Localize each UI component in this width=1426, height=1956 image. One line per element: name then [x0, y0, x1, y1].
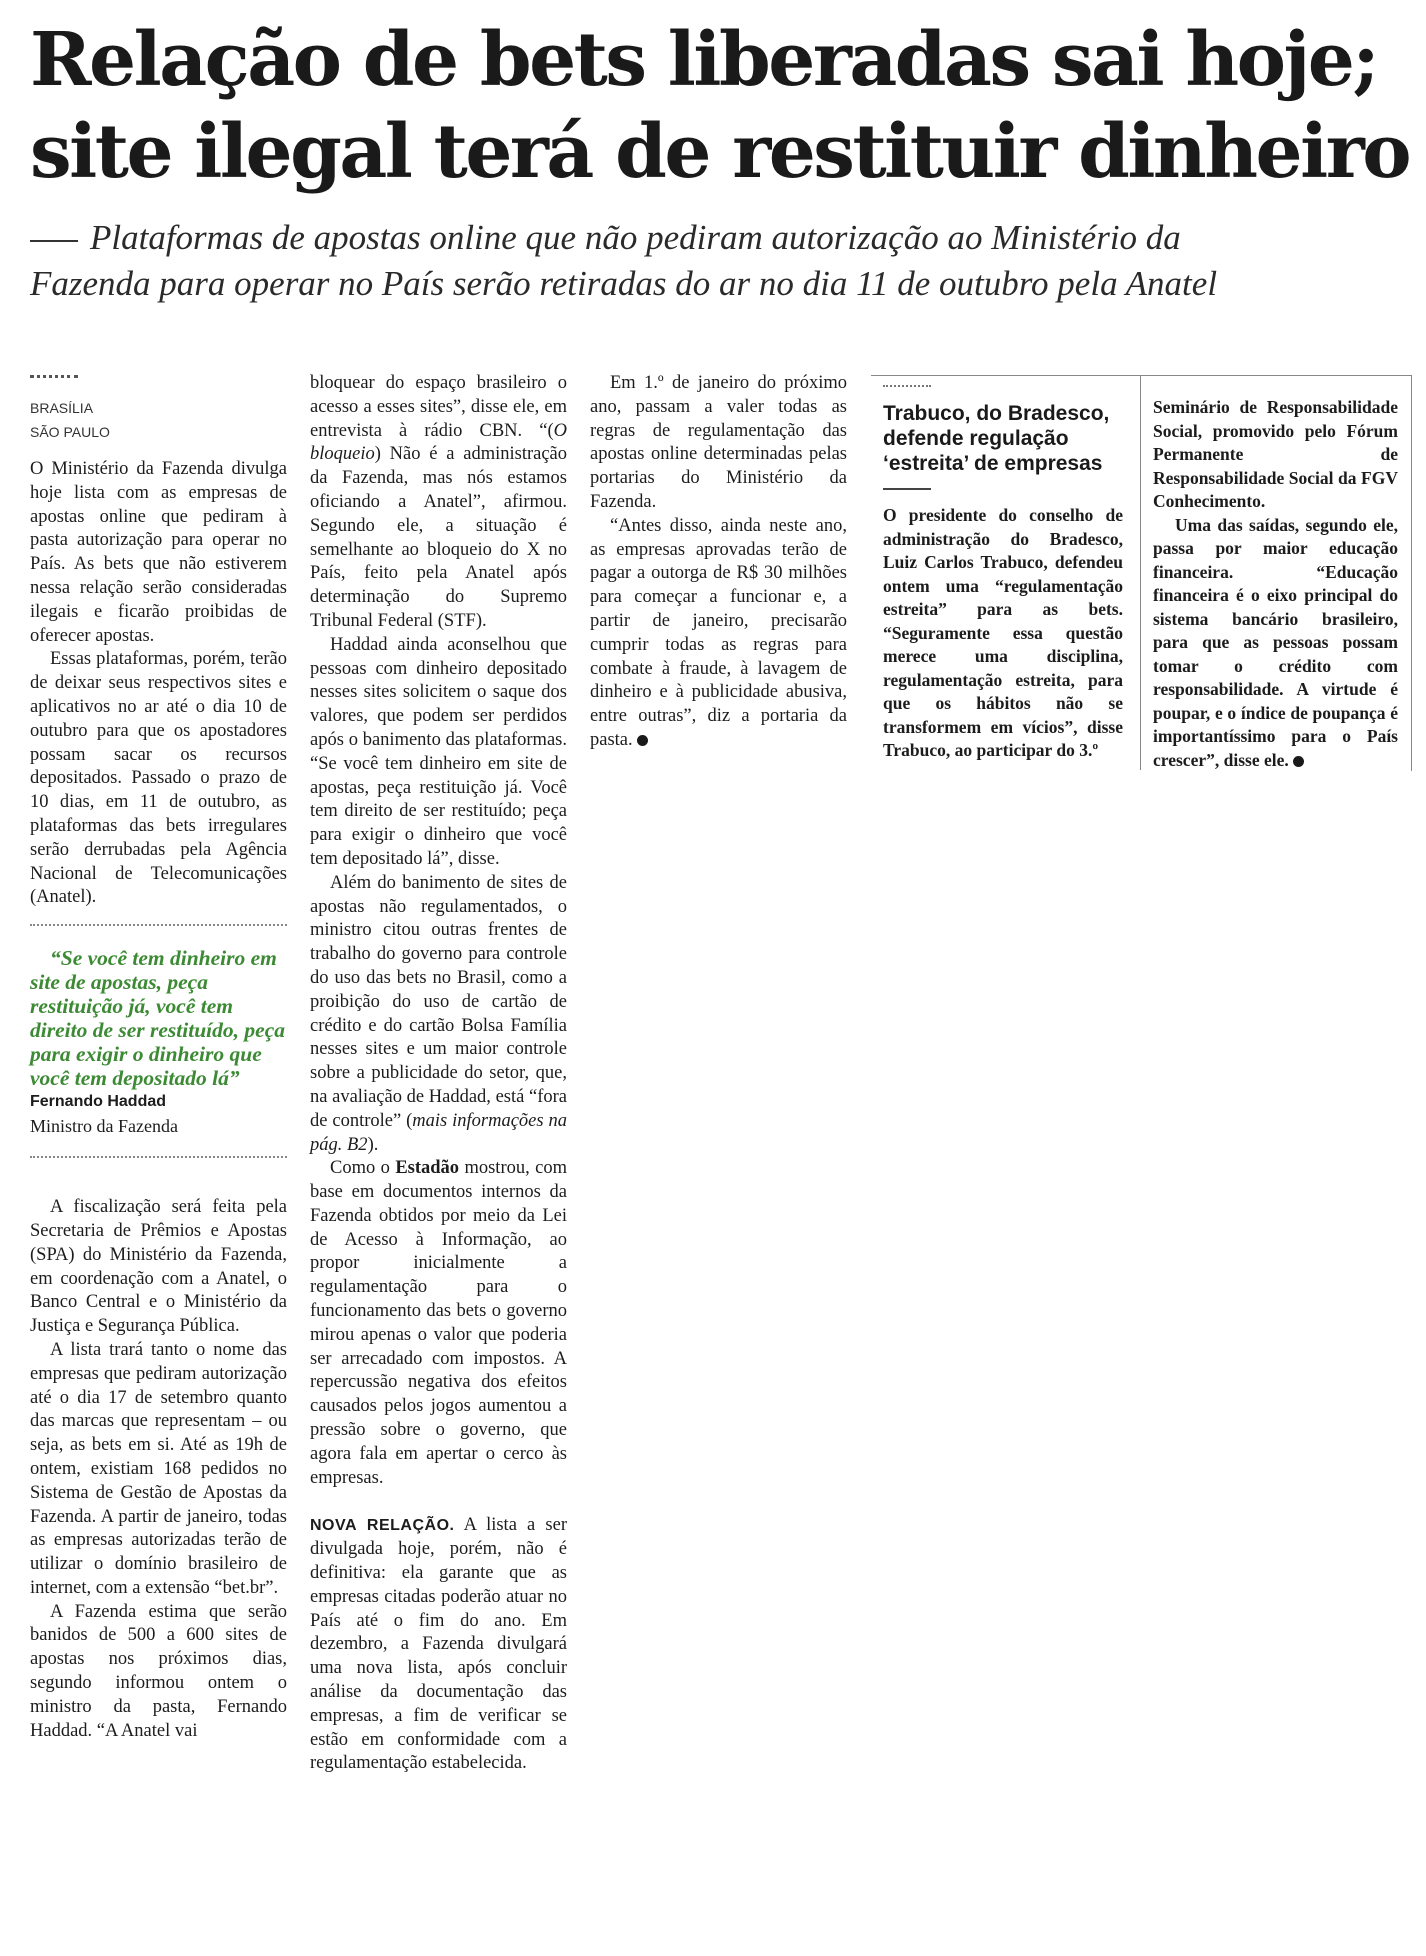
headline-line-1: Relação de bets liberadas sai hoje;: [30, 17, 1378, 103]
paragraph: A lista trará tanto o nome das empresas que pediram autorização até o dia 17 de setembro quanto das marcas que representam – ou seja, as bets em si. Até as 19h de ontem, existiam 168 pedidos no Sistema de Gestão de Apostas da Fazenda. A partir de janeiro, todas as empresas autorizadas terão de utilizar o domínio brasileiro de internet, com a extensão “bet.br”.: [30, 1339, 287, 1598]
paragraph: [310, 1157, 567, 1490]
dateline-brasilia: BRASÍLIA: [30, 400, 94, 416]
pull-quote-author: Fernando Haddad: [30, 1093, 167, 1111]
paragraph: [590, 515, 847, 753]
paragraph: Haddad ainda aconselhou que pessoas com dinheiro depositado nesses sites solicitem o saque dos valores, que podem ser perdidos após o banimento das plataformas. “Se você tem dinheiro em site de apostas, peça restituição já. Você tem direito de ser restituído; peça para exigir o dinheiro que você tem depositado lá”, disse.: [310, 634, 567, 869]
subhead-line-1-text: Plataformas de apostas online que não pediram autorização ao Ministério da: [90, 218, 1181, 257]
text-run: bloquear do espaço brasileiro o acesso a esses sites”, disse ele, em entrevista à rádio CBN. “(: [310, 373, 567, 441]
sidebar-title-rule: [883, 488, 931, 490]
paragraph: O Ministério da Fazenda divulga hoje lista com as empresas de apostas online que pediram à pasta autorização para operar no País. As bets que não estiverem nessa relação serão consideradas ilegais e ficarão proibidas de oferecer apostas.: [30, 459, 287, 646]
pull-quote-text: “Se você tem dinheiro em site de apostas, peça restituição já, você tem direito de ser restituído, peça para exigir o dinheiro que você tem depositado lá”: [30, 946, 285, 1091]
paragraph: Seminário de Responsabilidade Social, promovido pelo Fórum Permanente de Responsabilidade Social da FGV Conhecimento.: [1153, 397, 1398, 511]
italic-run: O bloqueio: [310, 420, 567, 465]
headline-line-2: site ilegal terá de restituir dinheiro: [30, 109, 1410, 195]
dotted-ornament: [883, 385, 931, 387]
text-run: Como o: [330, 1158, 396, 1179]
paragraph: Em 1.º de janeiro do próximo ano, passam a valer todas as regras de regulamentação das apostas online determinadas pelas portarias do Ministério da Fazenda.: [590, 373, 847, 512]
sidebar-title-line: defende regulação: [883, 427, 1069, 450]
paragraph: Essas plataformas, porém, terão de deixar seus respectivos sites e aplicativos no ar até o dia 10 de outubro para que os apostadores possam sacar os recursos depositados. Passado o prazo de 10 dias, em 11 de outubro, as plataformas das bets irregulares serão derrubadas pela Agência Nacional de Telecomunicações (Anatel).: [30, 649, 287, 908]
end-of-article-icon: [1293, 756, 1304, 767]
paragraph: [310, 372, 567, 634]
paragraph: [1153, 514, 1398, 773]
text-run: “Antes disso, ainda neste ano, as empresas aprovadas terão de pagar a outorga de R$ 30 milhões para começar a funcionar e, a partir de janeiro, precisarão cumprir todas as regras para combate à fraude, à lavagem de dinheiro e à publicidade abusiva, entre outras”, diz a portaria da pasta.: [590, 515, 847, 750]
pull-quote: [30, 946, 287, 1138]
headline: [30, 14, 1410, 198]
newspaper-name: Estadão: [395, 1158, 460, 1179]
article-column-1: [30, 375, 287, 1743]
section-lead: NOVA RELAÇÃO.: [310, 1517, 455, 1535]
article-column-3: [590, 372, 847, 753]
text-run: Uma das saídas, segundo ele, passa por maior educação financeira. “Educação financeira é o eixo principal do sistema bancário brasileiro, para que as pessoas possam tomar o crédito com responsabilidade. A virtude é poupar, e o índice de poupança é importantíssimo para o País crescer”, disse ele.: [1153, 514, 1398, 770]
paragraph: A Fazenda estima que serão banidos de 500 a 600 sites de apostas nos próximos dias, segundo informou ontem o ministro da pasta, Fernando Haddad. “A Anatel vai: [30, 1601, 287, 1741]
italic-run: mais informações na pág. B2: [310, 1110, 567, 1155]
sidebar-title: [883, 401, 1123, 476]
pull-quote-role: Ministro da Fazenda: [30, 1116, 178, 1137]
dateline-sao-paulo: SÃO PAULO: [30, 424, 110, 440]
text-run: ) Não é a administração da Fazenda, mas nós estamos oficiando a Anatel”, afirmou. Segundo ele, a situação é semelhante ao bloqueio do X no País, feito pela Anatel após determinação do Supremo Tribunal Federal (STF).: [310, 444, 567, 631]
end-of-article-icon: [637, 735, 648, 746]
text-run: ).: [367, 1134, 379, 1155]
sidebar-title-line: Trabuco, do Bradesco,: [883, 402, 1110, 425]
divider: [30, 924, 287, 926]
sidebar-divider: [1140, 375, 1141, 770]
text-run: mostrou, com base em documentos internos da Fazenda obtidos por meio da Lei de Acesso à Informação, ao propor inicialmente a regulamentação para o funcionamento das bets o governo mirou apenas o valor que poderia ser arrecadado com impostos. A repercussão negativa dos efeitos causados pelos jogos aumentou a pressão sobre o governo, que agora fala em apertar o cerco às empresas.: [310, 1158, 567, 1488]
paragraph: [310, 872, 567, 1158]
subhead-line-1: [30, 215, 1410, 261]
sidebar-column-2: [1153, 396, 1398, 772]
dotted-ornament: [30, 375, 78, 378]
subhead-dash: [30, 240, 78, 242]
divider: [30, 1156, 287, 1158]
sidebar-column-1: [883, 385, 1123, 763]
subheadline: [30, 215, 1410, 307]
paragraph: O presidente do conselho de administração do Bradesco, Luiz Carlos Trabuco, defendeu ontem uma “regulamentação estreita” para as bets. “Seguramente essa questão merece uma disciplina, regulamentação estreita, para que os hábitos não se transformem em vícios”, disse Trabuco, ao participar do 3.º: [883, 505, 1123, 760]
paragraph: [310, 1514, 567, 1776]
article-column-2: [310, 372, 567, 1776]
text-run: A lista a ser divulgada hoje, porém, não é definitiva: ela garante que as empresas citadas poderão atuar no País até o fim do ano. Em dezembro, a Fazenda divulgará uma nova lista, após concluir análise da documentação das empresas, a fim de verificar se estão em conformidade com a regulamentação estabelecida.: [310, 1515, 567, 1774]
text-run: Além do banimento de sites de apostas não regulamentados, o ministro citou outras frentes de trabalho do governo para controle do uso das bets no Brasil, como a proibição do uso de cartão de crédito e do cartão Bolsa Família nesses sites e um maior controle sobre a publicidade do setor, que, na avaliação de Haddad, está “fora de controle” (: [310, 872, 567, 1131]
sidebar-title-line: ‘estreita’ de empresas: [883, 452, 1103, 475]
paragraph: A fiscalização será feita pela Secretaria de Prêmios e Apostas (SPA) do Ministério da Fazenda, em coordenação com a Anatel, o Banco Central e o Ministério da Justiça e Segurança Pública.: [30, 1197, 287, 1337]
subhead-line-2: Fazenda para operar no País serão retiradas do ar no dia 11 de outubro pela Anatel: [30, 264, 1218, 303]
